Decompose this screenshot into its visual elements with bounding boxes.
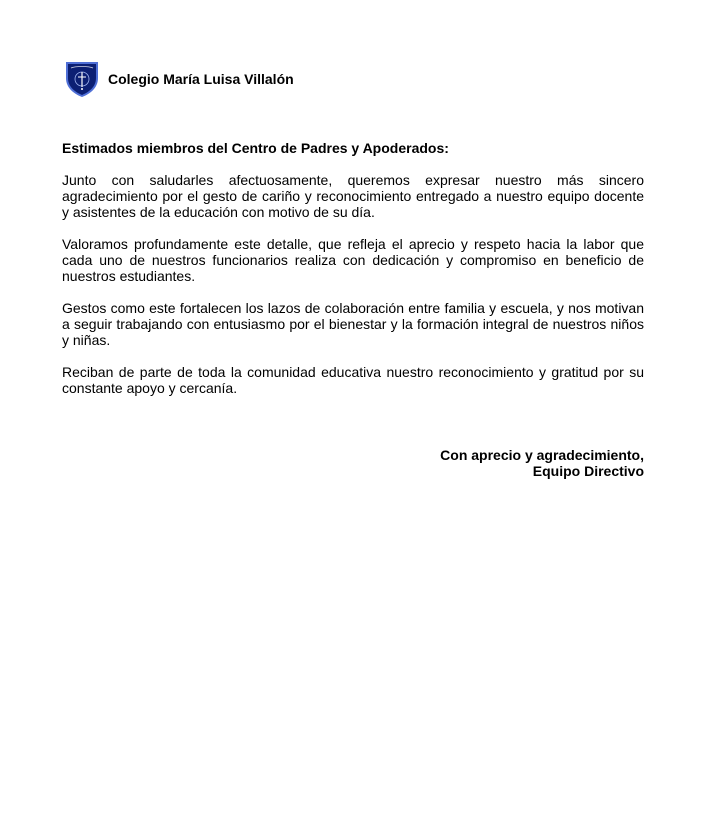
letter-closing	[62, 447, 644, 479]
signature: Equipo Directivo	[532, 463, 644, 479]
shield-crest-icon	[65, 60, 99, 98]
closing-line: Con aprecio y agradecimiento,	[440, 447, 644, 463]
school-name: Colegio María Luisa Villalón	[108, 71, 294, 87]
paragraph-4: Reciban de parte de toda la comunidad educativa nuestro reconocimiento y gratitud por su constante apoyo y cercanía.	[62, 364, 644, 396]
paragraph-3: Gestos como este fortalecen los lazos de colaboración entre familia y escuela, y nos motivan a seguir trabajando con entusiasmo por el bienestar y la formación integral de nuestros niños y niñas.	[62, 300, 644, 348]
paragraph-1: Junto con saludarles afectuosamente, queremos expresar nuestro más sincero agradecimiento por el gesto de cariño y reconocimiento entregado a nuestro equipo docente y asistentes de la educación con motivo de su día.	[62, 172, 644, 220]
salutation: Estimados miembros del Centro de Padres y Apoderados:	[62, 140, 449, 156]
paragraph-2: Valoramos profundamente este detalle, que refleja el aprecio y respeto hacia la labor que cada uno de nuestros funcionarios realiza con dedicación y compromiso en beneficio de nuestros estudiantes.	[62, 236, 644, 284]
letterhead	[65, 60, 294, 98]
letter-body	[62, 140, 644, 412]
